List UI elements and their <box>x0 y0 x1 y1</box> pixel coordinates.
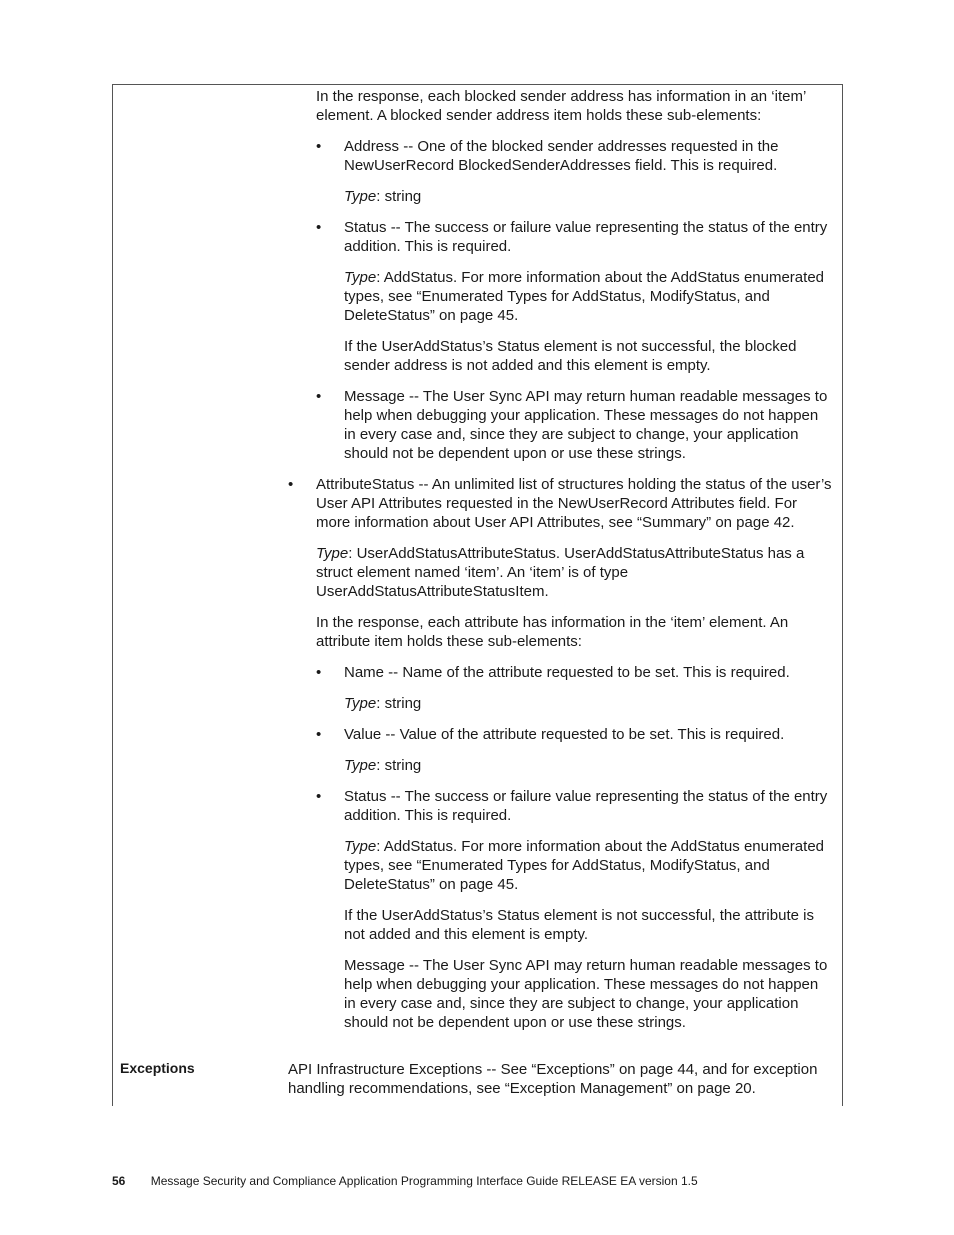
type-label: Type <box>344 188 377 205</box>
list-item-address <box>316 137 833 175</box>
type-label: Type <box>344 695 377 712</box>
exceptions-label: Exceptions <box>120 1060 195 1076</box>
status-note: If the UserAddStatus’s Status element is not successful, the blocked sender address is not added and this element is empty. <box>344 338 797 374</box>
bullet-marker: • <box>288 476 294 493</box>
type-line <box>344 268 833 325</box>
page-footer <box>112 1174 698 1188</box>
list-item-value <box>316 725 833 744</box>
message-note: Message -- The User Sync API may return human readable messages to help when debugging your application. These messages do not happen in every case and, since they are subject to change, your application should not be dependent upon or use these strings. <box>344 957 828 1031</box>
type-line <box>344 187 833 206</box>
type-label: Type <box>344 269 377 286</box>
table-cell-content <box>288 87 833 1044</box>
list-item-status <box>316 218 833 256</box>
bullet-marker: • <box>316 388 322 405</box>
item-text: Status -- The success or failure value representing the status of the entry addition. This is required. <box>344 219 828 255</box>
paragraph-attr-intro: In the response, each attribute has information in the ‘item’ element. An attribute item holds these sub-elements: <box>316 614 789 650</box>
exceptions-text: API Infrastructure Exceptions -- See “Exceptions” on page 44, and for exception handling recommendations, see “Exception Management” on page 20. <box>288 1061 818 1097</box>
type-line <box>316 544 833 601</box>
item-text: Name -- Name of the attribute requested to be set. This is required. <box>344 664 790 681</box>
type-value: : string <box>376 757 422 774</box>
item-text: Value -- Value of the attribute requested to be set. This is required. <box>344 726 785 743</box>
list-item-name <box>316 663 833 682</box>
type-value: : UserAddStatusAttributeStatus. UserAddStatusAttributeStatus has a struct element named ‘item’. An ‘item’ is of type UserAddStatusAttributeStatusItem. <box>316 545 805 600</box>
item-text: Address -- One of the blocked sender addresses requested in the NewUserRecord BlockedSenderAddresses field. This is required. <box>344 138 779 174</box>
bullet-marker: • <box>316 788 322 805</box>
type-label: Type <box>316 545 349 562</box>
item-text: Status -- The success or failure value representing the status of the entry addition. This is required. <box>344 788 828 824</box>
status-note: If the UserAddStatus’s Status element is not successful, the attribute is not added and this element is empty. <box>344 907 814 943</box>
type-line <box>344 756 833 775</box>
type-label: Type <box>344 757 377 774</box>
list-item-message <box>316 387 833 463</box>
list-item-status <box>316 787 833 825</box>
page-number: 56 <box>112 1174 126 1188</box>
type-value: : string <box>376 188 422 205</box>
item-text: AttributeStatus -- An unlimited list of structures holding the status of the user’s User API Attributes requested in the NewUserRecord Attributes field. For more information about User API Attributes, see “Summary” on page 42. <box>316 476 832 531</box>
type-line <box>344 694 833 713</box>
type-line <box>344 837 833 894</box>
bullet-marker: • <box>316 219 322 236</box>
bullet-marker: • <box>316 726 322 743</box>
bullet-marker: • <box>316 138 322 155</box>
type-value: : AddStatus. For more information about the AddStatus enumerated types, see “Enumerated Types for AddStatus, ModifyStatus, and DeleteStatus” on page 45. <box>344 269 825 324</box>
paragraph-intro: In the response, each blocked sender address has information in an ‘item’ element. A blocked sender address item holds these sub-elements: <box>316 88 806 124</box>
bullet-marker: • <box>316 664 322 681</box>
type-label: Type <box>344 838 377 855</box>
list-item-attribute-status <box>288 475 833 532</box>
type-value: : AddStatus. For more information about the AddStatus enumerated types, see “Enumerated Types for AddStatus, ModifyStatus, and DeleteStatus” on page 45. <box>344 838 825 893</box>
item-text: Message -- The User Sync API may return human readable messages to help when debugging your application. These messages do not happen in every case and, since they are subject to change, your application should not be dependent upon or use these strings. <box>344 388 828 462</box>
footer-title: Message Security and Compliance Application Programming Interface Guide RELEASE EA version 1.5 <box>150 1174 698 1188</box>
type-value: : string <box>376 695 422 712</box>
